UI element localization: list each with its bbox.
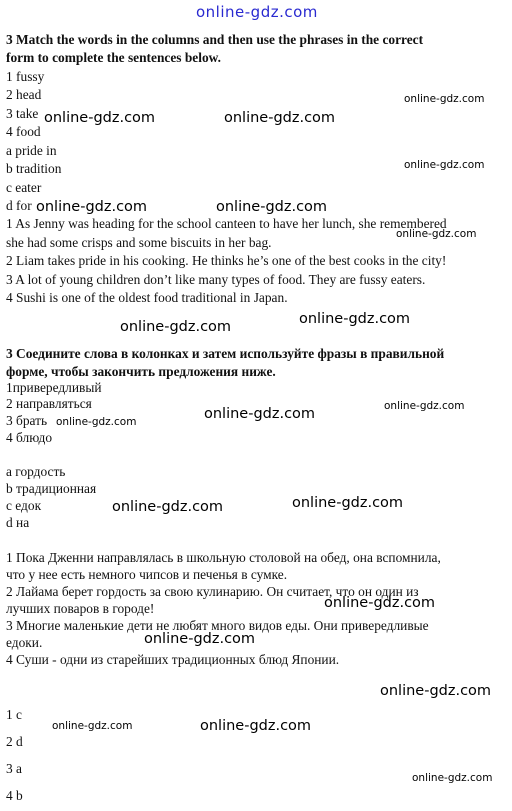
watermark: online-gdz.com	[384, 400, 465, 412]
watermark: online-gdz.com	[404, 159, 485, 171]
sentence-ru-3-line2: едоки.	[6, 635, 43, 650]
answer-item: 4 b	[6, 788, 23, 803]
sentence-ru-4: 4 Суши - одни из старейших традиционных блюд Японии.	[6, 652, 340, 667]
watermark: online-gdz.com	[224, 110, 336, 126]
col1-item: 3 take	[6, 106, 39, 121]
watermark: online-gdz.com	[44, 110, 156, 126]
watermark: online-gdz.com	[144, 631, 256, 647]
answer-item: 1 с	[6, 707, 22, 722]
col1-item: 2 head	[6, 87, 42, 102]
task-heading-ru-line2: форме, чтобы закончить предложения ниже.	[6, 364, 276, 379]
col1-item-ru: 2 направляться	[6, 396, 92, 411]
header-watermark: online-gdz.com	[196, 3, 318, 21]
col2-item: a pride in	[6, 143, 57, 158]
watermark: online-gdz.com	[204, 406, 316, 422]
watermark: online-gdz.com	[216, 199, 328, 215]
col1-item-ru: 4 блюдо	[6, 430, 53, 445]
answer-item: 3 a	[6, 761, 22, 776]
watermark: online-gdz.com	[200, 718, 312, 734]
watermark: online-gdz.com	[412, 772, 493, 784]
sentence-ru-1-line2: что у нее есть немного чипсов и печенья в сумке.	[6, 567, 288, 582]
col2-item-ru: а гордость	[6, 464, 66, 479]
sentence-en-3: 3 A lot of young children don’t like many types of food. They are fussy eaters.	[6, 272, 426, 287]
watermark: online-gdz.com	[404, 93, 485, 105]
watermark: online-gdz.com	[112, 499, 224, 515]
col1-item: 1 fussy	[6, 69, 45, 84]
sentence-en-2: 2 Liam takes pride in his cooking. He thinks he’s one of the best cooks in the city!	[6, 253, 447, 268]
sentence-ru-2-line2: лучших поваров в городе!	[6, 601, 155, 616]
sentence-en-1-line2: she had some crisps and some biscuits in her bag.	[6, 235, 272, 250]
watermark: online-gdz.com	[56, 416, 137, 428]
col2-item-ru: с едок	[6, 498, 42, 513]
watermark: online-gdz.com	[292, 495, 404, 511]
watermark: online-gdz.com	[396, 228, 477, 240]
task-heading-en-line1: 3 Match the words in the columns and then use the phrases in the correct	[6, 32, 424, 47]
sentence-ru-2-line1: 2 Лайама берет гордость за свою кулинарию. Он считает, что он один из	[6, 584, 419, 599]
sentence-ru-3-line1: 3 Многие маленькие дети не любят много видов еды. Они привередливые	[6, 618, 429, 633]
col2-item-ru: b традиционная	[6, 481, 97, 496]
watermark: online-gdz.com	[36, 199, 148, 215]
sentence-en-4: 4 Sushi is one of the oldest food traditional in Japan.	[6, 290, 288, 305]
watermark: online-gdz.com	[120, 319, 232, 335]
task-heading-en-line2: form to complete the sentences below.	[6, 50, 221, 65]
watermark: online-gdz.com	[380, 683, 492, 699]
col1-item-ru: 3 брать	[6, 413, 48, 428]
answer-item: 2 d	[6, 734, 23, 749]
col1-item: 4 food	[6, 124, 41, 139]
col2-item: c eater	[6, 180, 42, 195]
sentence-ru-1-line1: 1 Пока Дженни направлялась в школьную столовой на обед, она вспомнила,	[6, 550, 441, 565]
watermark: online-gdz.com	[299, 311, 411, 327]
task-heading-ru-line1: 3 Соедините слова в колонках и затем используйте фразы в правильной	[6, 346, 445, 361]
col2-item: d for	[6, 198, 32, 213]
watermark: online-gdz.com	[52, 720, 133, 732]
col2-item: b tradition	[6, 161, 62, 176]
col2-item-ru: d на	[6, 515, 30, 530]
watermark: online-gdz.com	[324, 595, 436, 611]
sentence-en-1-line1: 1 As Jenny was heading for the school canteen to have her lunch, she remembered	[6, 216, 447, 231]
col1-item-ru: 1привередливый	[6, 380, 102, 395]
